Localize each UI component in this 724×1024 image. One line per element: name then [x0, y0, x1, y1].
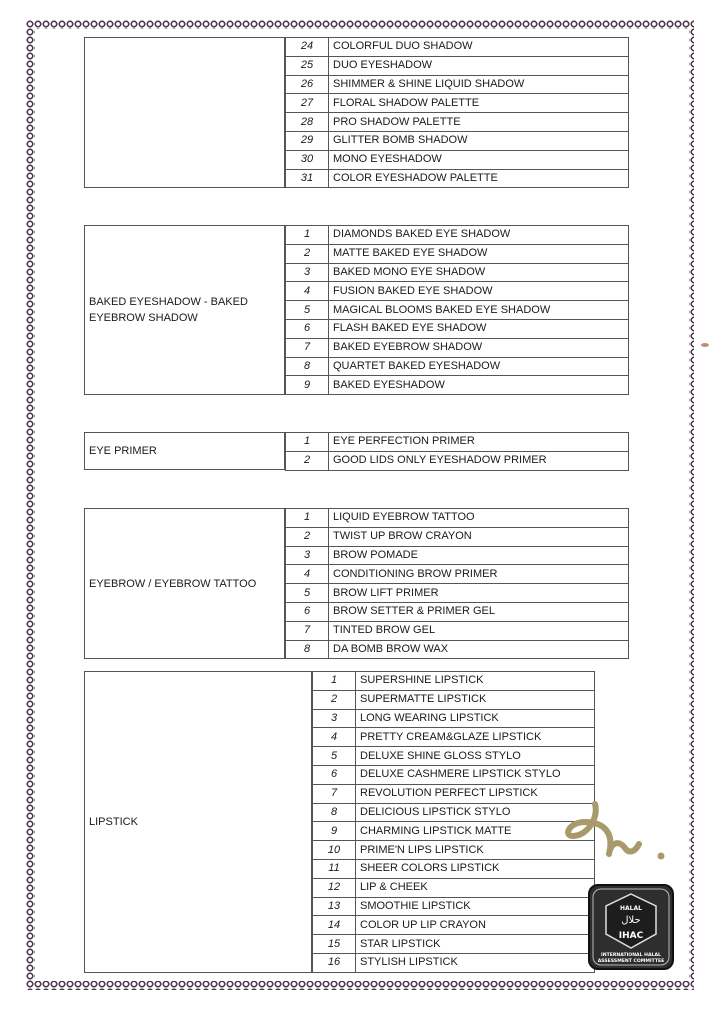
item-number: 1 — [286, 433, 329, 452]
item-table — [285, 508, 629, 659]
item-number: 3 — [313, 709, 356, 728]
item-name: STYLISH LIPSTICK — [356, 953, 595, 972]
table-row — [286, 75, 629, 94]
category-cell — [84, 225, 285, 395]
table-row — [286, 376, 629, 395]
scan-speck — [700, 342, 710, 348]
table-row — [313, 859, 595, 878]
item-table — [312, 671, 595, 973]
item-name: GLITTER BOMB SHADOW — [329, 131, 629, 150]
item-name: GOOD LIDS ONLY EYESHADOW PRIMER — [329, 451, 629, 470]
item-name: TINTED BROW GEL — [329, 621, 629, 640]
item-number: 6 — [313, 765, 356, 784]
item-name: CONDITIONING BROW PRIMER — [329, 565, 629, 584]
item-number: 29 — [286, 131, 329, 150]
item-number: 1 — [286, 509, 329, 528]
table-row — [313, 709, 595, 728]
table-row — [313, 897, 595, 916]
item-name: COLORFUL DUO SHADOW — [329, 38, 629, 57]
table-row — [286, 602, 629, 621]
item-number: 15 — [313, 935, 356, 954]
item-number: 4 — [313, 728, 356, 747]
item-number: 13 — [313, 897, 356, 916]
item-number: 31 — [286, 169, 329, 188]
table-row — [286, 263, 629, 282]
item-name: BROW POMADE — [329, 546, 629, 565]
table-row — [286, 282, 629, 301]
category-cell — [84, 671, 312, 973]
table-row — [313, 953, 595, 972]
signature-mark — [565, 796, 675, 866]
item-number: 1 — [286, 226, 329, 245]
table-row — [286, 433, 629, 452]
category-label: LIPSTICK — [89, 816, 138, 829]
table-row — [286, 38, 629, 57]
table-row — [286, 244, 629, 263]
item-number: 28 — [286, 113, 329, 132]
item-number: 24 — [286, 38, 329, 57]
table-row — [286, 621, 629, 640]
item-name: BAKED EYEBROW SHADOW — [329, 338, 629, 357]
table-row — [286, 509, 629, 528]
table-row — [313, 916, 595, 935]
table-row — [286, 150, 629, 169]
item-number: 9 — [313, 822, 356, 841]
item-number: 3 — [286, 546, 329, 565]
table-row — [286, 546, 629, 565]
item-name: DELICIOUS LIPSTICK STYLO — [356, 803, 595, 822]
item-number: 2 — [313, 690, 356, 709]
item-name: FLORAL SHADOW PALETTE — [329, 94, 629, 113]
item-name: COLOR UP LIP CRAYON — [356, 916, 595, 935]
item-name: DUO EYESHADOW — [329, 56, 629, 75]
table-row — [286, 113, 629, 132]
item-name: QUARTET BAKED EYESHADOW — [329, 357, 629, 376]
item-number: 5 — [286, 301, 329, 320]
table-row — [286, 357, 629, 376]
category-label: EYEBROW / EYEBROW TATTOO — [89, 577, 257, 590]
item-name: BAKED MONO EYE SHADOW — [329, 263, 629, 282]
table-row — [313, 878, 595, 897]
item-number: 26 — [286, 75, 329, 94]
item-name: COLOR EYESHADOW PALETTE — [329, 169, 629, 188]
item-name: DA BOMB BROW WAX — [329, 640, 629, 659]
table-row — [313, 803, 595, 822]
seal-arabic-text: حلال — [621, 915, 641, 926]
item-number: 27 — [286, 94, 329, 113]
item-name: SUPERMATTE LIPSTICK — [356, 690, 595, 709]
item-number: 7 — [286, 621, 329, 640]
item-name: DELUXE SHINE GLOSS STYLO — [356, 747, 595, 766]
seal-line1-text: INTERNATIONAL HALAL — [601, 953, 661, 958]
item-number: 2 — [286, 244, 329, 263]
item-name: LIP & CHEEK — [356, 878, 595, 897]
table-row — [313, 672, 595, 691]
table-row — [313, 747, 595, 766]
halal-seal — [588, 884, 674, 970]
item-name: REVOLUTION PERFECT LIPSTICK — [356, 784, 595, 803]
item-name: SUPERSHINE LIPSTICK — [356, 672, 595, 691]
table-row — [286, 169, 629, 188]
item-name: BROW LIFT PRIMER — [329, 584, 629, 603]
table-row — [313, 728, 595, 747]
table-row — [286, 338, 629, 357]
item-name: TWIST UP BROW CRAYON — [329, 527, 629, 546]
category-cell — [84, 508, 285, 659]
category-label: EYE PRIMER — [89, 444, 157, 457]
table-row — [286, 94, 629, 113]
item-name: MONO EYESHADOW — [329, 150, 629, 169]
item-number: 7 — [286, 338, 329, 357]
item-number: 12 — [313, 878, 356, 897]
item-number: 8 — [313, 803, 356, 822]
item-number: 5 — [286, 584, 329, 603]
item-name: EYE PERFECTION PRIMER — [329, 433, 629, 452]
item-name: DIAMONDS BAKED EYE SHADOW — [329, 226, 629, 245]
table-row — [286, 301, 629, 320]
item-name: MATTE BAKED EYE SHADOW — [329, 244, 629, 263]
item-name: FUSION BAKED EYE SHADOW — [329, 282, 629, 301]
item-number: 6 — [286, 319, 329, 338]
item-name: DELUXE CASHMERE LIPSTICK STYLO — [356, 765, 595, 784]
item-name: STAR LIPSTICK — [356, 935, 595, 954]
item-number: 25 — [286, 56, 329, 75]
item-number: 4 — [286, 282, 329, 301]
table-row — [313, 822, 595, 841]
item-table — [285, 432, 629, 471]
item-number: 16 — [313, 953, 356, 972]
item-name: PRIME'N LIPS LIPSTICK — [356, 841, 595, 860]
table-row — [286, 226, 629, 245]
item-name: SHIMMER & SHINE LIQUID SHADOW — [329, 75, 629, 94]
item-number: 30 — [286, 150, 329, 169]
item-name: BAKED EYESHADOW — [329, 376, 629, 395]
table-row — [286, 584, 629, 603]
item-name: SHEER COLORS LIPSTICK — [356, 859, 595, 878]
item-number: 9 — [286, 376, 329, 395]
item-number: 4 — [286, 565, 329, 584]
table-row — [286, 527, 629, 546]
item-number: 14 — [313, 916, 356, 935]
item-name: PRO SHADOW PALETTE — [329, 113, 629, 132]
item-number: 2 — [286, 527, 329, 546]
item-table — [285, 225, 629, 395]
item-number: 1 — [313, 672, 356, 691]
item-number: 8 — [286, 640, 329, 659]
item-name: MAGICAL BLOOMS BAKED EYE SHADOW — [329, 301, 629, 320]
item-number: 6 — [286, 602, 329, 621]
category-label: BAKED EYESHADOW - BAKED EYEBROW SHADOW — [89, 296, 248, 325]
table-row — [286, 131, 629, 150]
seal-abbr-text: IHAC — [618, 931, 644, 941]
item-name: LONG WEARING LIPSTICK — [356, 709, 595, 728]
seal-line2-text: ASSESSMENT COMMITTEE — [597, 959, 665, 964]
item-number: 10 — [313, 841, 356, 860]
table-row — [286, 565, 629, 584]
item-name: PRETTY CREAM&GLAZE LIPSTICK — [356, 728, 595, 747]
item-name: BROW SETTER & PRIMER GEL — [329, 602, 629, 621]
item-name: SMOOTHIE LIPSTICK — [356, 897, 595, 916]
item-number: 8 — [286, 357, 329, 376]
table-row — [313, 765, 595, 784]
item-number: 5 — [313, 747, 356, 766]
category-cell — [84, 432, 285, 470]
seal-top-text: HALAL — [620, 905, 642, 912]
item-number: 11 — [313, 859, 356, 878]
category-cell — [84, 37, 285, 188]
table-row — [313, 784, 595, 803]
item-number: 2 — [286, 451, 329, 470]
table-row — [286, 640, 629, 659]
item-name: CHARMING LIPSTICK MATTE — [356, 822, 595, 841]
table-row — [313, 841, 595, 860]
table-row — [313, 935, 595, 954]
item-number: 3 — [286, 263, 329, 282]
item-number: 7 — [313, 784, 356, 803]
table-row — [286, 56, 629, 75]
table-row — [286, 319, 629, 338]
table-row — [313, 690, 595, 709]
table-row — [286, 451, 629, 470]
item-name: FLASH BAKED EYE SHADOW — [329, 319, 629, 338]
item-table — [285, 37, 629, 188]
item-name: LIQUID EYEBROW TATTOO — [329, 509, 629, 528]
